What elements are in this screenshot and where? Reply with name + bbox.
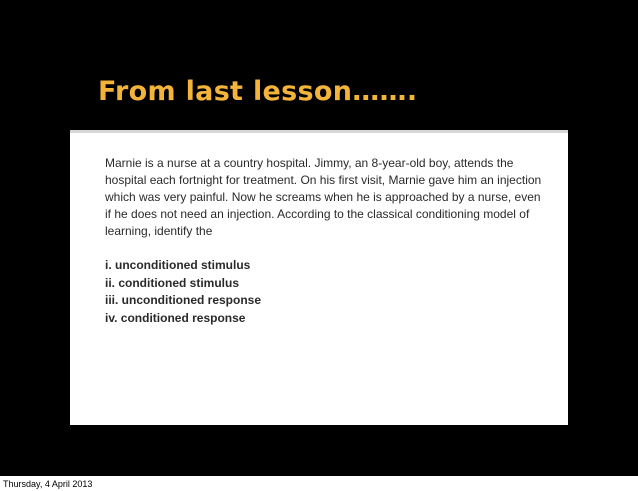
footer-date: Thursday, 4 April 2013 [3,479,93,489]
list-item-unconditioned-stimulus: i. unconditioned stimulus [105,258,251,272]
content-box [70,130,568,425]
list-item-conditioned-response: iv. conditioned response [105,310,246,325]
list-item-conditioned-stimulus: ii. conditioned stimulus [105,275,240,290]
list-item-unconditioned-response: iii. unconditioned response [105,293,262,307]
slide-title: From last lesson……. [98,76,418,107]
question-paragraph: Marnie is a nurse at a country hospital. Jimmy, an 8-year-old boy, attends the hospital each fortnight for treatment. On his first visit, Marnie gave him an injection which was very painful. Now he screams when he is approached by a nurse, even if he does not need an injection. According to the classical conditioning model of learning, identify the [105,156,542,238]
answer-list [105,257,261,327]
